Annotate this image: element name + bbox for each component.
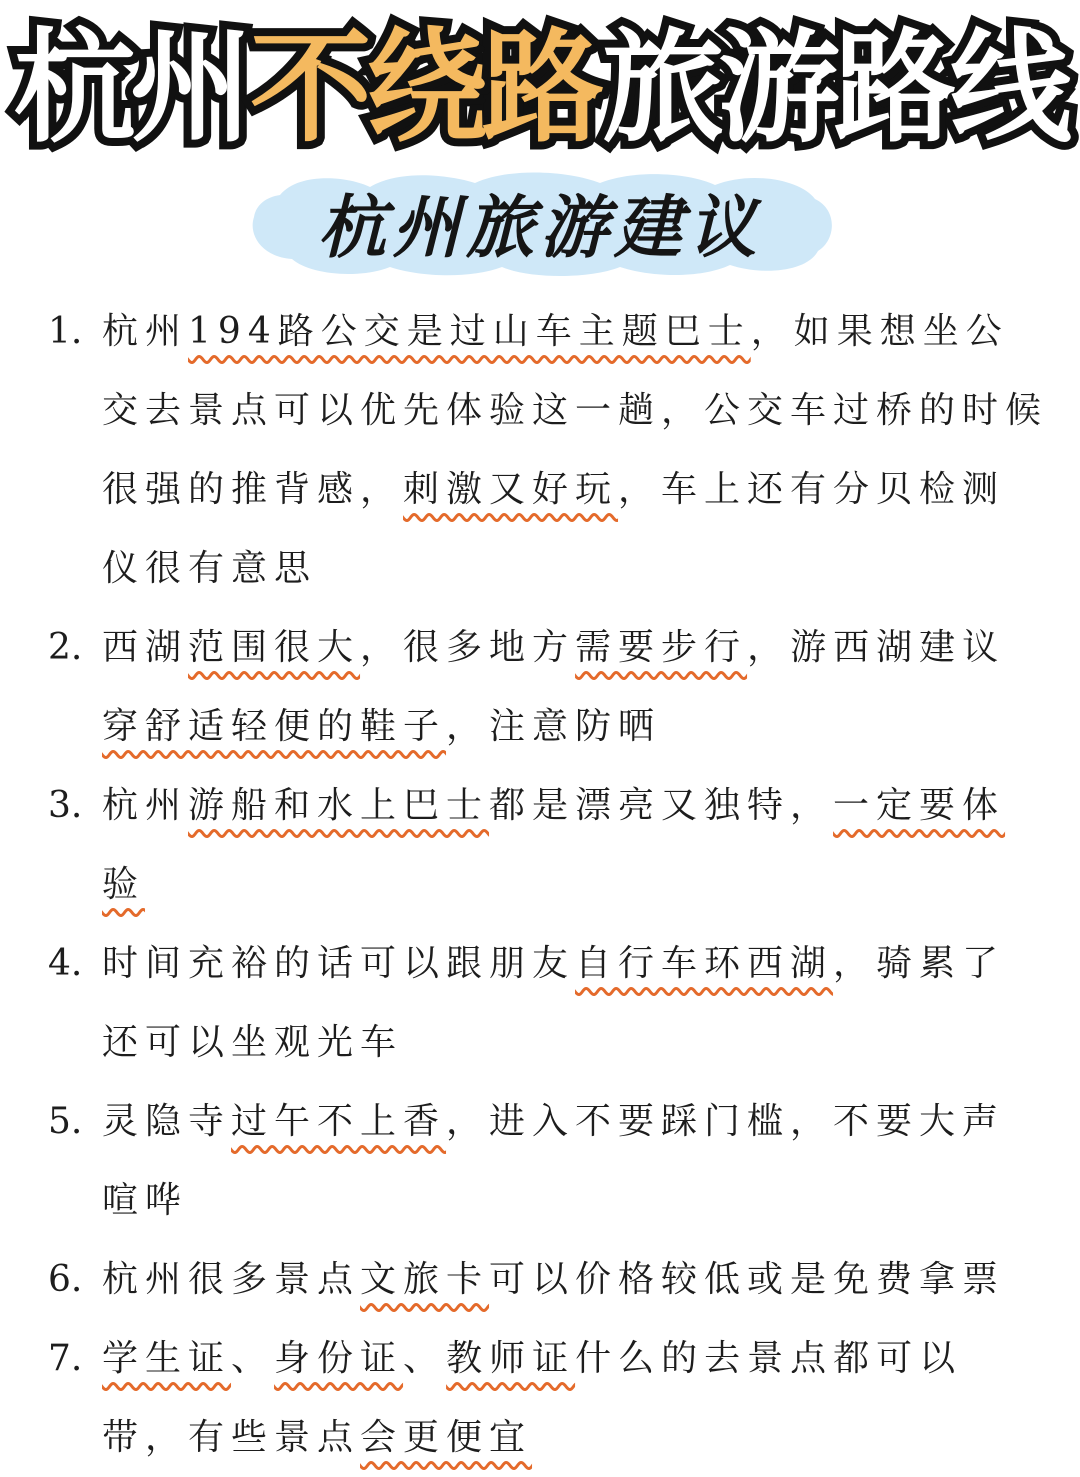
tips-list xyxy=(48,292,1048,1477)
tip-highlight: 学生证 xyxy=(102,1338,232,1379)
tip-item xyxy=(48,766,1048,924)
tip-highlight: 过午不上香 xyxy=(231,1101,447,1142)
tip-text: 杭州 xyxy=(102,785,189,826)
tip-text: 、 xyxy=(403,1338,447,1379)
tip-text: 可以价格较低或是免费拿票 xyxy=(489,1259,1006,1300)
tip-highlight: 范围很大 xyxy=(188,627,361,668)
tip-text: ，车上还有分贝检测仪很有意思 xyxy=(102,469,1006,589)
tip-text: 时间充裕的话可以跟朋友 xyxy=(102,943,576,984)
tip-number: 1. xyxy=(48,311,83,352)
tip-highlight: 穿舒适轻便的鞋子 xyxy=(102,706,447,747)
tip-number: 5. xyxy=(48,1101,83,1142)
tip-text: ，如果想坐公交去景点可以优先体验这一趟，公交车过桥的时候很强的推背感， xyxy=(102,311,1049,510)
tip-item xyxy=(48,924,1048,1082)
tip-text: 都是漂亮又独特， xyxy=(489,785,834,826)
tip-item xyxy=(48,1240,1048,1319)
tip-highlight: 身份证 xyxy=(274,1338,404,1379)
tip-text: ，骑累了还可以坐观光车 xyxy=(102,943,1006,1063)
tip-highlight: 会更便宜 xyxy=(360,1417,533,1458)
tip-highlight: 自行车环西湖 xyxy=(575,943,834,984)
tip-item xyxy=(48,1319,1048,1477)
tip-text: 灵隐寺 xyxy=(102,1101,232,1142)
tip-number: 4. xyxy=(48,943,83,984)
tip-text: 西湖 xyxy=(102,627,189,668)
tip-number: 6. xyxy=(48,1259,83,1300)
tip-highlight: 一定要体验 xyxy=(102,785,1006,905)
tip-highlight: 刺激又好玩 xyxy=(403,469,619,510)
tip-highlight: 194路公交是过山车主题巴士 xyxy=(188,311,751,352)
subtitle: 杭州旅游建议 xyxy=(317,188,762,268)
title-part-route: 旅游路线 xyxy=(602,16,1066,159)
title-part-highlight: 不绕路 xyxy=(250,16,598,159)
tip-text: ，游西湖建议 xyxy=(747,627,1006,668)
tip-text: 杭州 xyxy=(102,311,189,352)
tip-text: 什么的去景点都可以带，有些景点 xyxy=(102,1338,963,1458)
tip-number: 7. xyxy=(48,1338,83,1379)
tip-highlight: 游船和水上巴士 xyxy=(188,785,490,826)
tip-highlight: 文旅卡 xyxy=(360,1259,490,1300)
subtitle-banner xyxy=(240,165,840,280)
tip-number: 2. xyxy=(48,627,83,668)
tip-item xyxy=(48,1082,1048,1240)
tip-number: 3. xyxy=(48,785,83,826)
tip-highlight: 教师证 xyxy=(446,1338,576,1379)
tip-item xyxy=(48,292,1048,608)
tip-highlight: 需要步行 xyxy=(575,627,748,668)
tip-text: ，注意防晒 xyxy=(446,706,662,747)
title-part-city: 杭州 xyxy=(14,16,246,159)
tip-item xyxy=(48,608,1048,766)
page-title xyxy=(0,2,1080,159)
tip-text: ，进入不要踩门槛，不要大声喧哗 xyxy=(102,1101,1006,1221)
tip-text: 杭州很多景点 xyxy=(102,1259,361,1300)
tip-text: 、 xyxy=(231,1338,275,1379)
tip-text: ，很多地方 xyxy=(360,627,576,668)
